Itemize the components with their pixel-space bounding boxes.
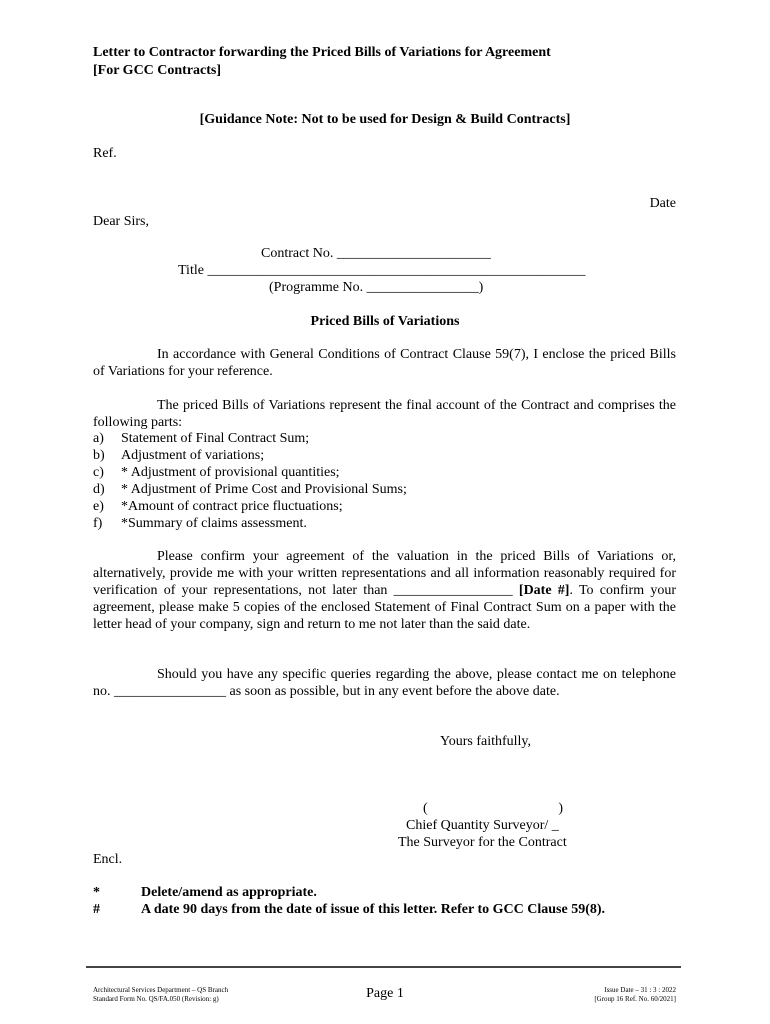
paragraph-enclosure: In accordance with General Conditions of Contract Clause 59(7), I enclose the priced Bills of Variations for your reference. [93,347,676,379]
list-item-label: a) [93,431,104,446]
footnote-hash [93,901,676,918]
guidance-note: [Guidance Note: Not to be used for Design & Build Contracts] [199,112,571,127]
page-number: Page 1 [366,986,404,1001]
footnote-text: Delete/amend as appropriate. [141,885,317,900]
footer-group-ref: [Group 16 Ref. No. 60/2021] [594,995,676,1003]
paren-close: ) [558,801,563,816]
footer-form-no: Standard Form No. QS/FA.050 (Revision: g) [93,995,219,1003]
list-item-label: f) [93,516,103,531]
date-marker: [Date #] [518,583,570,598]
list-item-text: Statement of Final Contract Sum; [121,431,310,446]
section-heading: Priced Bills of Variations [310,314,460,329]
list-item [93,481,676,498]
footer-right [594,986,676,1004]
confirmation-text-before: Please confirm your agreement of the valuation in the priced Bills of Variations or, alternatively, provide me with your written representations and all information reasonably required for verification of your representations, not later than _________________ [93,549,676,598]
parts-list [93,430,676,532]
list-item-text: *Summary of claims assessment. [121,516,307,531]
salutation: Dear Sirs, [93,214,149,229]
list-item-text: Adjustment of variations; [121,448,265,463]
footnote-asterisk [93,884,676,901]
footer-issue-date: Issue Date – 31 : 3 : 2022 [604,986,676,994]
letter-title: Letter to Contractor forwarding the Priced Bills of Variations for Agreement [93,45,551,60]
paragraph-queries: Should you have any specific queries regarding the above, please contact me on telephone no. ________________ as soon as possible, but in any event before the above date. [93,667,676,699]
ref-label: Ref. [93,146,117,161]
footer-department: Architectural Services Department – QS Branch [93,986,229,994]
footnote-text: A date 90 days from the date of issue of this letter. Refer to GCC Clause 59(8). [141,902,606,917]
footnote-symbol: # [93,902,100,917]
letter-subtitle: [For GCC Contracts] [93,63,222,78]
paren-open: ( [423,801,428,816]
list-item-label: b) [93,448,105,463]
list-item-text: * Adjustment of Prime Cost and Provisional Sums; [121,482,407,497]
footnote-symbol: * [93,885,100,900]
list-item-text: *Amount of contract price fluctuations; [121,499,343,514]
list-item [93,498,676,515]
contract-title-line: Title ______________________________________________________ [178,263,586,278]
list-item [93,464,676,481]
list-item [93,447,676,464]
list-item [93,430,676,447]
confirmation-text-after: . To confirm your agreement, please make 5 copies of the enclosed Statement of Final Contract Sum on a paper with the letter head of your company, sign and return to me not later than the said date. [93,583,676,632]
programme-no-line: (Programme No. ________________) [269,280,484,295]
signatory-role-2: The Surveyor for the Contract [398,835,567,850]
footer-divider [86,966,681,968]
enclosure-label: Encl. [93,852,123,867]
paragraph-confirmation [93,548,676,633]
list-item-label: d) [93,482,105,497]
closing-yours: Yours faithfully, [440,734,532,749]
signature-placeholder [423,800,563,817]
contract-no-line: Contract No. ______________________ [261,246,491,261]
list-item-label: c) [93,465,104,480]
signatory-role-1: Chief Quantity Surveyor/ _ [406,818,559,833]
list-item-text: * Adjustment of provisional quantities; [121,465,340,480]
list-item-label: e) [93,499,104,514]
paragraph-parts-intro: The priced Bills of Variations represent the final account of the Contract and comprises the following parts: [93,398,676,430]
list-item [93,515,676,532]
date-label: Date [649,196,676,211]
